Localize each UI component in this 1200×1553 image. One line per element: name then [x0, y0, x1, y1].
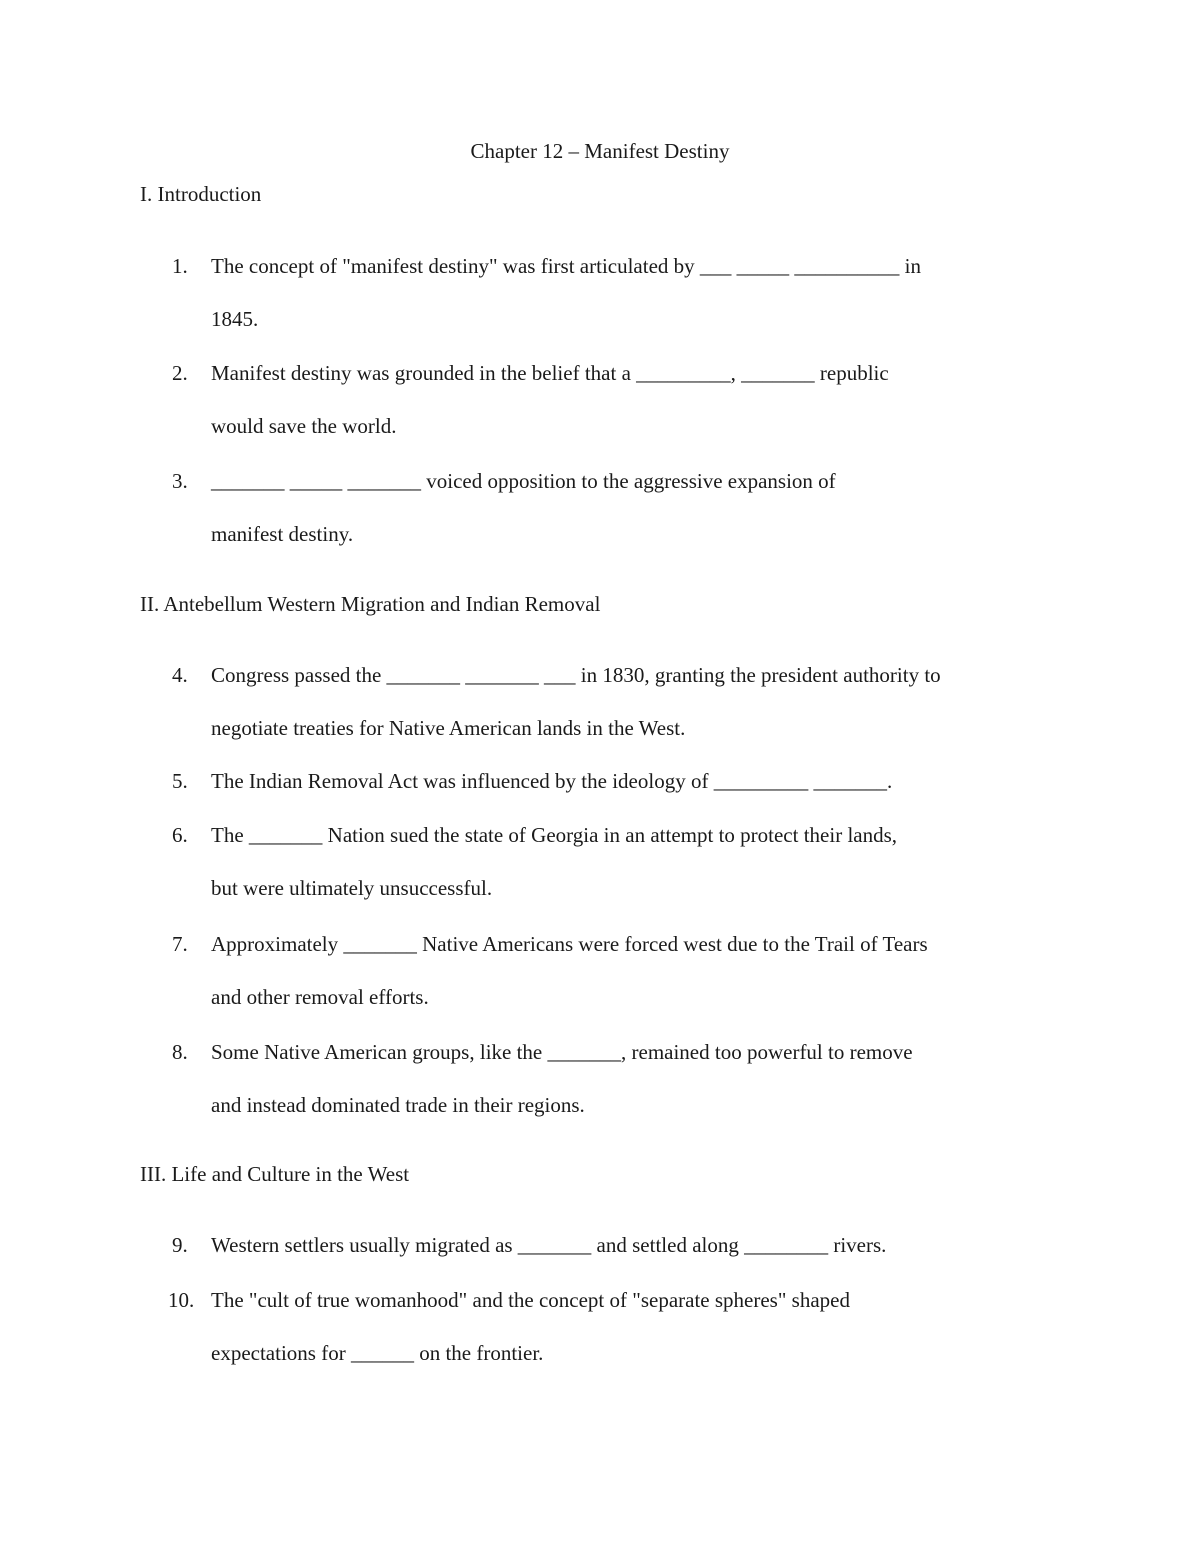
question-number: 5.	[172, 769, 188, 793]
question-text-line1: Approximately _______ Native Americans were forced west due to the Trail of Tears	[211, 932, 928, 956]
question-number: 4.	[172, 663, 188, 687]
question-text-line1: The _______ Nation sued the state of Georgia in an attempt to protect their lands,	[211, 823, 898, 847]
question-number: 10.	[168, 1288, 195, 1312]
question-text-line2: would save the world.	[211, 414, 397, 438]
question-text-line2: manifest destiny.	[211, 522, 354, 546]
question-text-line1: Manifest destiny was grounded in the belief that a _________, _______ republic	[211, 361, 889, 385]
question-number: 7.	[172, 932, 188, 956]
question-text-line1: Some Native American groups, like the _______, remained too powerful to remove	[211, 1040, 913, 1064]
question-number: 1.	[172, 254, 188, 278]
question-text-line2: and instead dominated trade in their regions.	[211, 1093, 585, 1117]
question-number: 8.	[172, 1040, 188, 1064]
section-heading-life-culture: III. Life and Culture in the West	[140, 1162, 410, 1186]
page-title: Chapter 12 – Manifest Destiny	[470, 139, 730, 163]
question-text-line1: _______ _____ _______ voiced opposition to the aggressive expansion of	[211, 469, 836, 493]
question-number: 6.	[172, 823, 188, 847]
question-text-line2: and other removal efforts.	[211, 985, 429, 1009]
question-text-line1: The concept of "manifest destiny" was first articulated by ___ _____ __________ in	[211, 254, 921, 278]
section-heading-antebellum: II. Antebellum Western Migration and Indian Removal	[140, 592, 601, 616]
question-number: 9.	[172, 1233, 188, 1257]
question-text-line1: Congress passed the _______ _______ ___ in 1830, granting the president authority to	[211, 663, 941, 687]
section-heading-introduction: I. Introduction	[140, 182, 262, 206]
question-text-line1: The "cult of true womanhood" and the concept of "separate spheres" shaped	[211, 1288, 850, 1312]
question-text-line2: expectations for ______ on the frontier.	[211, 1341, 544, 1365]
question-text-line2: 1845.	[211, 307, 259, 331]
question-text-line1: Western settlers usually migrated as _______ and settled along ________ rivers.	[211, 1233, 887, 1257]
question-number: 3.	[172, 469, 188, 493]
question-text-line2: but were ultimately unsuccessful.	[211, 876, 493, 900]
question-text-line1: The Indian Removal Act was influenced by the ideology of _________ _______.	[211, 769, 893, 793]
question-number: 2.	[172, 361, 188, 385]
question-text-line2: negotiate treaties for Native American lands in the West.	[211, 716, 686, 740]
